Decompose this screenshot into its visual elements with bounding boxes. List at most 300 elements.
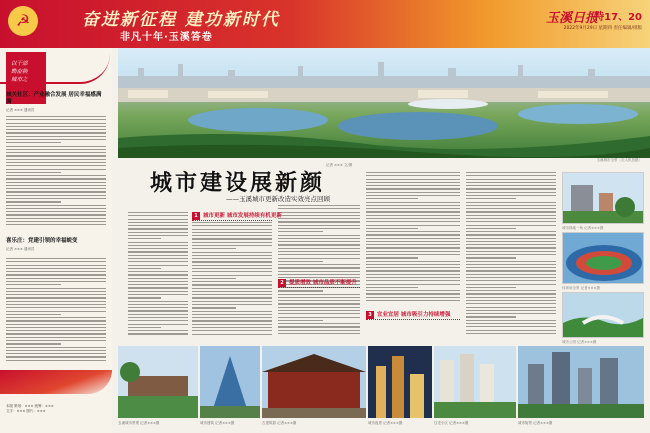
text-line xyxy=(278,225,360,226)
text-line xyxy=(466,320,556,321)
text-line xyxy=(128,245,188,246)
text-line xyxy=(466,326,556,327)
text-line xyxy=(6,221,106,222)
text-line xyxy=(466,303,556,304)
text-line xyxy=(366,280,460,281)
text-line xyxy=(466,254,556,255)
text-line xyxy=(192,311,272,312)
text-line xyxy=(192,301,272,302)
headline-deck: ——玉溪城市更新改造实效亮点回顾 xyxy=(226,195,330,203)
text-line xyxy=(278,326,360,327)
right-photo-caption: 体育场全景 记者×××摄 xyxy=(562,286,600,290)
text-line xyxy=(466,215,556,216)
left-article-1-body xyxy=(6,116,106,228)
text-line xyxy=(128,314,188,315)
text-line xyxy=(128,212,188,213)
text-line xyxy=(366,238,460,239)
text-line xyxy=(466,188,556,189)
text-line xyxy=(466,307,556,308)
text-line xyxy=(128,235,188,236)
text-line xyxy=(192,324,272,325)
text-line xyxy=(6,327,106,328)
text-line xyxy=(366,261,460,262)
text-line xyxy=(192,265,272,266)
text-line xyxy=(278,307,360,308)
text-line xyxy=(128,251,188,252)
masthead-slogan: 奋进新征程 建功新时代 xyxy=(82,10,280,30)
strip-caption: 城市街景 记者×××摄 xyxy=(518,421,553,425)
text-line xyxy=(128,307,188,308)
page-number: 特17、20 xyxy=(594,12,642,23)
right-photo-1 xyxy=(562,172,644,224)
text-line xyxy=(466,287,516,288)
text-line xyxy=(6,185,106,186)
text-line xyxy=(278,267,360,268)
text-line xyxy=(466,179,556,180)
text-line xyxy=(6,208,106,209)
text-line xyxy=(366,205,460,206)
section-head-1 xyxy=(192,211,282,221)
text-line xyxy=(6,195,106,196)
text-line xyxy=(192,229,272,230)
text-line xyxy=(366,297,460,298)
text-line xyxy=(366,300,460,301)
text-line xyxy=(366,293,460,294)
text-line xyxy=(192,284,272,285)
text-line xyxy=(366,254,460,255)
text-line xyxy=(278,261,323,262)
text-line xyxy=(6,198,106,199)
hero-photo-credit: 玉溪城市全景（无人机拍摄） xyxy=(596,158,642,162)
text-line xyxy=(6,136,106,137)
text-line xyxy=(192,317,272,318)
text-line xyxy=(366,218,460,219)
text-line xyxy=(6,340,106,341)
text-line xyxy=(466,218,556,219)
left-article-title: 城关社区：产业融合发展 居民幸福感满满 xyxy=(6,92,102,105)
left-article-title: 喜乐庄：党建引领的幸福蜕变 xyxy=(6,238,78,244)
section-number: 3 xyxy=(366,311,374,319)
text-line xyxy=(466,221,556,222)
text-line xyxy=(128,327,161,328)
left-column xyxy=(0,48,112,433)
text-line xyxy=(366,208,460,209)
text-line xyxy=(6,155,106,156)
text-line xyxy=(278,254,360,255)
text-line xyxy=(366,244,460,245)
text-line xyxy=(128,320,188,321)
text-line xyxy=(128,317,188,318)
text-line xyxy=(192,304,272,305)
text-line xyxy=(366,290,460,291)
text-line xyxy=(6,132,106,133)
strip-photo-3 xyxy=(262,346,366,418)
text-line xyxy=(466,234,556,235)
text-line xyxy=(6,178,106,179)
text-line xyxy=(366,228,418,229)
text-line xyxy=(6,271,106,272)
text-line xyxy=(366,215,460,216)
text-line xyxy=(128,297,161,298)
text-line xyxy=(366,182,460,183)
text-line xyxy=(278,290,323,291)
text-line xyxy=(6,139,106,140)
text-line xyxy=(6,291,106,292)
text-line xyxy=(6,278,106,279)
text-line xyxy=(278,313,360,314)
text-line xyxy=(6,301,106,302)
text-line xyxy=(6,205,106,206)
text-line xyxy=(278,241,360,242)
text-line xyxy=(466,323,556,324)
masthead-subtitle: 非凡十年·玉溪答卷 xyxy=(120,32,213,43)
text-line xyxy=(6,281,106,282)
text-line xyxy=(6,356,106,357)
text-line xyxy=(6,182,106,183)
text-line xyxy=(466,261,556,262)
text-line xyxy=(366,231,460,232)
page-headline: 城市建设展新颜 xyxy=(150,170,326,196)
left-banner-line: 以干部 xyxy=(11,61,28,67)
text-line xyxy=(128,274,188,275)
text-line xyxy=(128,228,188,229)
left-article-byline: 记者 ××× 通讯员 xyxy=(6,108,35,112)
city-panorama-illustration xyxy=(118,48,650,158)
text-line xyxy=(128,258,188,259)
right-photo-caption: 城市公园 记者×××摄 xyxy=(562,340,597,344)
text-line xyxy=(6,201,61,202)
text-line xyxy=(366,188,460,189)
text-line xyxy=(466,192,556,193)
text-line xyxy=(128,291,188,292)
text-line xyxy=(192,245,272,246)
text-line xyxy=(192,258,272,259)
text-line xyxy=(278,238,360,239)
right-photo-2 xyxy=(562,232,644,284)
text-line xyxy=(466,313,556,314)
headline-reporter: 记者 ××× 文/图 xyxy=(326,163,353,167)
intro-column xyxy=(128,212,188,337)
text-line xyxy=(192,252,272,253)
text-line xyxy=(466,195,556,196)
text-line xyxy=(366,172,460,173)
text-line xyxy=(6,162,106,163)
text-line xyxy=(128,268,161,269)
text-line xyxy=(466,225,556,226)
text-line xyxy=(128,333,188,334)
text-line xyxy=(6,288,106,289)
text-line xyxy=(366,267,460,268)
text-line xyxy=(466,310,556,311)
section-title: 提质增效 城市品质不断提升 xyxy=(289,280,357,286)
text-line xyxy=(6,343,61,344)
text-line xyxy=(128,215,188,216)
text-line xyxy=(128,248,188,249)
text-line xyxy=(6,320,106,321)
text-line xyxy=(6,191,106,192)
text-line xyxy=(366,221,460,222)
text-line xyxy=(466,270,556,271)
text-line xyxy=(278,218,360,219)
text-line xyxy=(6,297,106,298)
text-line xyxy=(366,251,460,252)
text-line xyxy=(6,218,106,219)
text-line xyxy=(6,347,106,348)
strip-photo-6 xyxy=(518,346,644,418)
text-line xyxy=(466,280,556,281)
strip-caption: 城市建筑 记者×××摄 xyxy=(200,421,235,425)
text-line xyxy=(192,261,272,262)
text-line xyxy=(6,337,106,338)
text-line xyxy=(6,258,106,259)
text-line xyxy=(278,212,360,213)
credit-line: 本版 策划：××× 统筹：××× xyxy=(6,404,54,408)
text-line xyxy=(366,179,460,180)
text-line xyxy=(192,222,272,223)
text-line xyxy=(192,320,272,321)
section-number: 1 xyxy=(192,212,200,220)
text-line xyxy=(6,314,61,315)
text-line xyxy=(6,165,106,166)
text-line xyxy=(466,284,556,285)
section-number: 2 xyxy=(278,279,286,287)
text-line xyxy=(192,238,272,239)
text-line xyxy=(466,172,556,173)
text-line xyxy=(192,288,272,289)
text-line xyxy=(128,287,188,288)
text-line xyxy=(6,360,106,361)
text-line xyxy=(366,198,418,199)
left-article-2-body xyxy=(6,258,106,363)
text-line xyxy=(278,320,323,321)
text-line xyxy=(192,330,272,331)
text-line xyxy=(6,284,61,285)
text-line xyxy=(192,232,272,233)
right-photo-caption: 城市绿地一角 记者×××摄 xyxy=(562,226,604,230)
text-line xyxy=(278,251,360,252)
strip-photo-5 xyxy=(434,346,516,418)
text-line xyxy=(128,261,188,262)
text-line xyxy=(466,244,556,245)
text-line xyxy=(278,310,360,311)
text-line xyxy=(278,317,360,318)
text-line xyxy=(278,274,360,275)
strip-photo-1 xyxy=(118,346,198,418)
text-line xyxy=(192,225,272,226)
text-line xyxy=(6,152,106,153)
text-line xyxy=(192,294,272,295)
text-line xyxy=(128,310,188,311)
text-line xyxy=(192,275,272,276)
text-line xyxy=(466,241,556,242)
text-line xyxy=(466,228,516,229)
text-line xyxy=(128,238,161,239)
text-line xyxy=(128,330,188,331)
text-line xyxy=(192,271,272,272)
section-head-2 xyxy=(278,278,360,288)
text-line xyxy=(6,324,106,325)
text-line xyxy=(6,116,106,117)
text-line xyxy=(192,334,272,335)
newspaper-name: 玉溪日报 xyxy=(545,11,598,26)
text-line xyxy=(278,271,360,272)
body-column-4 xyxy=(466,172,556,336)
text-line xyxy=(466,316,516,317)
strip-caption: 住宅小区 记者×××摄 xyxy=(434,421,469,425)
text-line xyxy=(6,149,106,150)
text-line xyxy=(466,208,556,209)
text-line xyxy=(6,172,61,173)
text-line xyxy=(6,265,106,266)
text-line xyxy=(192,307,236,308)
text-line xyxy=(128,278,188,279)
text-line xyxy=(128,219,188,220)
text-line xyxy=(466,238,556,239)
text-line xyxy=(466,198,516,199)
text-line xyxy=(366,241,460,242)
text-line xyxy=(128,232,188,233)
strip-photo-2 xyxy=(200,346,260,418)
text-line xyxy=(6,294,106,295)
left-banner-line: 勤奋换 xyxy=(11,69,28,75)
text-line xyxy=(366,234,460,235)
text-line xyxy=(278,215,360,216)
text-line xyxy=(466,330,556,331)
text-line xyxy=(466,274,556,275)
text-line xyxy=(128,225,188,226)
text-line xyxy=(128,255,188,256)
text-line xyxy=(6,330,106,331)
body-column-3 xyxy=(366,172,460,303)
text-line xyxy=(192,314,272,315)
text-line xyxy=(6,211,106,212)
text-line xyxy=(128,294,188,295)
left-article-2 xyxy=(6,238,106,252)
strip-caption: 古建筑群 记者×××摄 xyxy=(262,421,297,425)
text-line xyxy=(366,192,460,193)
text-line xyxy=(6,333,106,334)
text-line xyxy=(466,185,556,186)
text-line xyxy=(6,188,106,189)
text-line xyxy=(366,274,460,275)
text-line xyxy=(6,317,106,318)
text-line xyxy=(192,242,272,243)
text-line xyxy=(466,231,556,232)
text-line xyxy=(192,248,236,249)
text-line xyxy=(466,290,556,291)
text-line xyxy=(128,271,188,272)
text-line xyxy=(192,278,236,279)
text-line xyxy=(6,261,106,262)
text-line xyxy=(128,304,188,305)
masthead xyxy=(0,0,650,48)
left-banner-line: 城市之 xyxy=(11,77,28,83)
text-line xyxy=(6,142,61,143)
text-line xyxy=(366,270,460,271)
text-line xyxy=(366,195,460,196)
text-line xyxy=(278,330,360,331)
body-column-2 xyxy=(278,205,360,336)
text-line xyxy=(278,300,360,301)
text-line xyxy=(128,265,188,266)
text-line xyxy=(6,146,106,147)
text-line xyxy=(6,274,106,275)
strip-photo-4 xyxy=(368,346,432,418)
text-line xyxy=(466,175,556,176)
left-red-wave xyxy=(0,370,112,394)
text-line xyxy=(6,123,106,124)
credit-line: 文字：××× 图片：××× xyxy=(6,409,46,413)
hero-city-photo xyxy=(118,48,650,158)
text-line xyxy=(6,304,106,305)
text-line xyxy=(6,268,106,269)
text-line xyxy=(466,211,556,212)
text-line xyxy=(128,222,188,223)
text-line xyxy=(6,119,106,120)
text-line xyxy=(466,247,556,248)
text-line xyxy=(6,126,106,127)
text-line xyxy=(278,258,360,259)
text-line xyxy=(6,353,106,354)
text-line xyxy=(128,284,188,285)
text-line xyxy=(6,350,106,351)
text-line xyxy=(278,235,360,236)
text-line xyxy=(466,277,556,278)
text-line xyxy=(366,211,460,212)
body-column-1 xyxy=(192,222,272,337)
text-line xyxy=(278,228,360,229)
section-title: 城市更新 城市发展持续有机更新 xyxy=(203,213,282,219)
text-line xyxy=(366,185,460,186)
text-line xyxy=(466,202,556,203)
text-line xyxy=(466,300,556,301)
text-line xyxy=(6,129,106,130)
text-line xyxy=(128,301,188,302)
text-line xyxy=(366,277,460,278)
text-line xyxy=(6,175,106,176)
text-line xyxy=(366,257,418,258)
text-line xyxy=(128,242,188,243)
text-line xyxy=(278,264,360,265)
text-line xyxy=(466,267,556,268)
text-line xyxy=(466,297,556,298)
text-line xyxy=(278,333,360,334)
text-line xyxy=(278,303,360,304)
text-line xyxy=(278,323,360,324)
text-line xyxy=(192,235,272,236)
text-line xyxy=(466,182,556,183)
text-line xyxy=(6,307,106,308)
text-line xyxy=(192,268,272,269)
text-line xyxy=(192,327,272,328)
text-line xyxy=(366,287,418,288)
text-line xyxy=(366,225,460,226)
text-line xyxy=(466,293,556,294)
page-credits xyxy=(6,404,106,414)
section-title: 宜业宜居 城市吸引力持续增强 xyxy=(377,312,451,318)
text-line xyxy=(366,247,460,248)
text-line xyxy=(278,248,360,249)
text-line xyxy=(366,284,460,285)
text-line xyxy=(128,324,188,325)
text-line xyxy=(366,175,460,176)
text-line xyxy=(128,281,188,282)
text-line xyxy=(6,159,106,160)
text-line xyxy=(366,202,460,203)
text-line xyxy=(278,294,360,295)
text-line xyxy=(192,255,272,256)
text-line xyxy=(366,264,460,265)
